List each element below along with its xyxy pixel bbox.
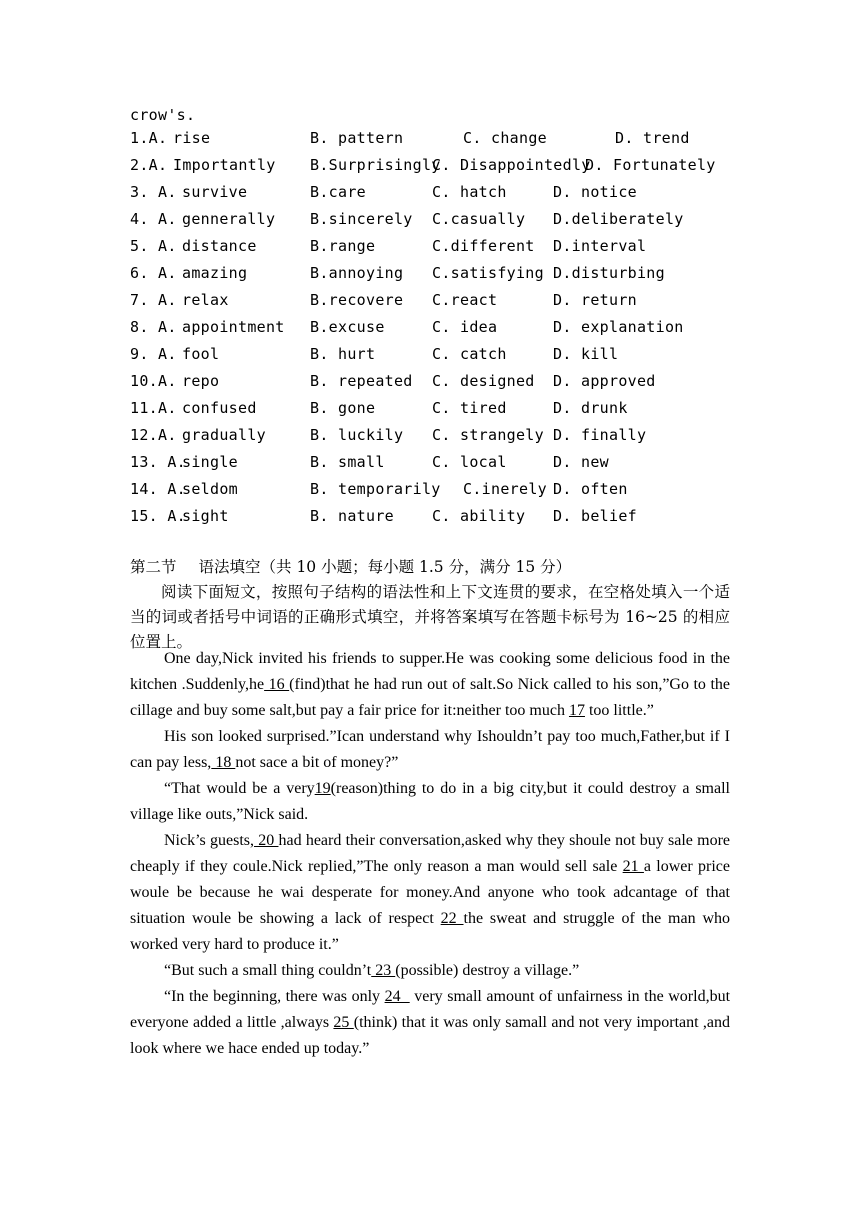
blank-20: 20 xyxy=(254,832,279,849)
option-a: relax xyxy=(182,291,229,309)
option-a: sight xyxy=(182,507,229,525)
option-b: B. hurt xyxy=(310,345,376,363)
section-title: 语法填空（共 10 小题；每小题 1.5 分，满分 15 分） xyxy=(198,558,572,576)
option-a: confused xyxy=(182,399,257,417)
option-d: D. approved xyxy=(553,372,656,390)
blank-16: 16 xyxy=(264,676,290,693)
paragraph: Nick’s guests, 20 had heard their conversation,asked why they shoule not buy sale more cheaply if they coule.Nick replied,”The only reason a man would sell sale 21 a lower price woule be because he wai desperate for money.And anyone who took adcantage of that situation woule be showing a lack of respect 22 the sweat and struggle of the man who worked very hard to produce it.” xyxy=(130,832,731,953)
question-row xyxy=(130,210,730,232)
option-a: single xyxy=(182,453,238,471)
option-d: D.interval xyxy=(553,237,647,255)
option-b: B. small xyxy=(310,453,385,471)
option-a: seldom xyxy=(182,480,238,498)
blank-25: 25 xyxy=(333,1014,354,1031)
question-number: 14. A. xyxy=(130,480,186,498)
option-c: C. tired xyxy=(432,399,507,417)
option-d: D. kill xyxy=(553,345,619,363)
question-row xyxy=(130,480,730,502)
question-row xyxy=(130,372,730,394)
question-row xyxy=(130,156,730,178)
option-a: fool xyxy=(182,345,220,363)
question-number: 3. A. xyxy=(130,183,177,201)
question-number: 7. A. xyxy=(130,291,177,309)
option-a: distance xyxy=(182,237,257,255)
option-b: B.excuse xyxy=(310,318,385,336)
blank-23: 23 xyxy=(371,962,396,979)
option-d: D.disturbing xyxy=(553,264,665,282)
option-d: D. drunk xyxy=(553,399,628,417)
option-c: C.different xyxy=(432,237,535,255)
section-heading xyxy=(130,555,571,577)
option-b: B. pattern xyxy=(310,129,404,147)
blank-21: 21 xyxy=(622,858,644,875)
option-a: amazing xyxy=(182,264,248,282)
grammar-passage xyxy=(130,646,730,1062)
question-row xyxy=(130,399,730,421)
option-c: C. catch xyxy=(432,345,507,363)
option-b: B.range xyxy=(310,237,376,255)
option-d: D. often xyxy=(553,480,628,498)
option-b: B.annoying xyxy=(310,264,404,282)
question-row xyxy=(130,129,730,151)
paragraph: “In the beginning, there was only 24 very small amount of unfairness in the world,but everyone added a little ,always 25 (think) that it was only samall and not very important ,and look where we hace ended up today.” xyxy=(130,988,731,1057)
question-number: 11.A. xyxy=(130,399,177,417)
option-d: D. new xyxy=(553,453,609,471)
option-c: C. change xyxy=(463,129,547,147)
paragraph: “But such a small thing couldn’t 23 (possible) destroy a village.” xyxy=(164,962,580,979)
option-c: C. strangely xyxy=(432,426,544,444)
option-b: B.recovere xyxy=(310,291,404,309)
passage-fragment: crow's. xyxy=(130,106,196,124)
option-b: B. repeated xyxy=(310,372,413,390)
option-a: appointment xyxy=(182,318,285,336)
question-number: 13. A. xyxy=(130,453,186,471)
section-label: 第二节 xyxy=(130,558,177,576)
option-b: B. gone xyxy=(310,399,376,417)
paragraph: His son looked surprised.”Ican understand why Ishouldn’t pay too much,Father,but if I can pay less, 18 not sace a bit of money?” xyxy=(130,728,730,771)
question-number: 9. A. xyxy=(130,345,177,363)
option-c: C. idea xyxy=(432,318,498,336)
blank-22: 22 xyxy=(440,910,464,927)
question-row xyxy=(130,237,730,259)
option-a: gradually xyxy=(182,426,266,444)
question-number: 2.A. xyxy=(130,156,168,174)
option-b: B.sincerely xyxy=(310,210,413,228)
option-c: C.satisfying xyxy=(432,264,544,282)
question-number: 5. A. xyxy=(130,237,177,255)
option-c: C. local xyxy=(432,453,507,471)
option-d: D. return xyxy=(553,291,637,309)
blank-17: 17 xyxy=(568,702,585,719)
paragraph: One day,Nick invited his friends to supper.He was cooking some delicious food in the kitchen .Suddenly,he 16 (find)that he had run out of salt.So Nick called to his son,”Go to the cillage and buy some salt,but pay a fair price for it:neither too much 17 too little.” xyxy=(130,650,730,719)
question-row xyxy=(130,426,730,448)
option-c: C. ability xyxy=(432,507,526,525)
option-c: C. designed xyxy=(432,372,535,390)
option-d: D. finally xyxy=(553,426,647,444)
blank-24: 24 xyxy=(384,988,410,1005)
option-d: D. trend xyxy=(615,129,690,147)
question-row xyxy=(130,264,730,286)
option-a: rise xyxy=(173,129,211,147)
option-c: C.casually xyxy=(432,210,526,228)
option-c: C. Disappointedly xyxy=(432,156,591,174)
section-instructions: 阅读下面短文，按照句子结构的语法性和上下文连贯的要求，在空格处填入一个适当的词或者括号中词语的正确形式填空，并将答案填写在答题卡标号为 16~25 的相应位置上。 xyxy=(130,583,730,651)
option-b: B. temporarily xyxy=(310,480,441,498)
question-row xyxy=(130,453,730,475)
option-c: C. hatch xyxy=(432,183,507,201)
option-a: Importantly xyxy=(173,156,276,174)
option-a: survive xyxy=(182,183,248,201)
option-a: gennerally xyxy=(182,210,276,228)
question-row xyxy=(130,318,730,340)
option-d: D.deliberately xyxy=(553,210,684,228)
question-row xyxy=(130,345,730,367)
question-row xyxy=(130,291,730,313)
option-b: B.care xyxy=(310,183,366,201)
option-c: C.inerely xyxy=(463,480,547,498)
option-c: C.react xyxy=(432,291,498,309)
blank-19: 19 xyxy=(314,780,331,797)
option-d: D. Fortunately xyxy=(585,156,716,174)
option-d: D. belief xyxy=(553,507,637,525)
question-number: 1.A. xyxy=(130,129,168,147)
question-number: 4. A. xyxy=(130,210,177,228)
option-d: D. explanation xyxy=(553,318,684,336)
question-number: 8. A. xyxy=(130,318,177,336)
question-number: 15. A. xyxy=(130,507,186,525)
option-a: repo xyxy=(182,372,220,390)
question-row xyxy=(130,507,730,529)
question-number: 6. A. xyxy=(130,264,177,282)
option-b: B. nature xyxy=(310,507,394,525)
option-b: B. luckily xyxy=(310,426,404,444)
question-number: 12.A. xyxy=(130,426,177,444)
paragraph: “That would be a very19(reason)thing to do in a big city,but it could destroy a small village like outs,”Nick said. xyxy=(130,780,730,823)
blank-18: 18 xyxy=(211,754,236,771)
question-row xyxy=(130,183,730,205)
option-d: D. notice xyxy=(553,183,637,201)
question-number: 10.A. xyxy=(130,372,177,390)
option-b: B.Surprisingly xyxy=(310,156,441,174)
